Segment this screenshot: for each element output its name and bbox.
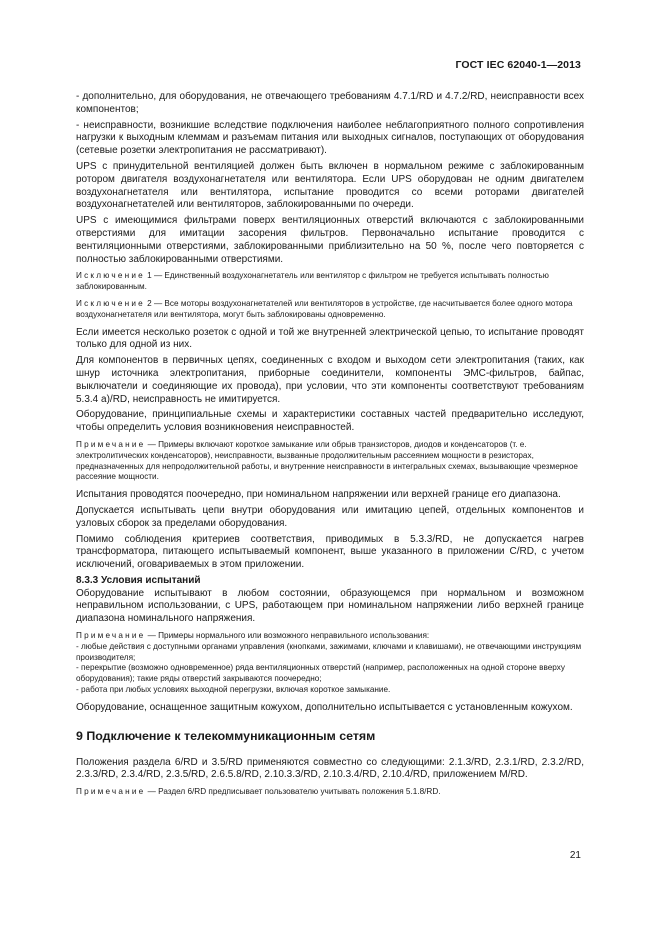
paragraph: - дополнительно, для оборудования, не отвечающего требованиям 4.7.1/RD и 4.7.2/RD, неисправности всех компонентов; <box>76 91 584 115</box>
note-2 <box>76 631 584 696</box>
document-header: ГОСТ IEC 62040-1—2013 <box>455 59 581 71</box>
paragraph: Оборудование, оснащенное защитным кожухом, дополнительно испытывается с установленным кожухом. <box>76 701 573 713</box>
paragraph: Оборудование, принципиальные схемы и характеристики составных частей предварительно исследуют, чтобы определить условия возникновения неисправностей. <box>76 409 584 434</box>
paragraph: Помимо соблюдения критериев соответствия, приводимых в 5.3.3/RD, не допускается нагрев трансформатора, питающего испытываемый компонент, выше указанного в приложении C/RD, с учетом исключений, оговариваемых в этом приложении. <box>76 533 584 571</box>
note-text: — Примеры нормального или возможного неправильного использования: <box>147 631 430 641</box>
note-label: Примечание <box>76 787 146 797</box>
subsection-heading: 8.3.3 Условия испытаний <box>76 574 201 586</box>
paragraph: UPS с принудительной вентиляцией должен быть включен в нормальном режиме с заблокированным ротором двигателя воздухонагнетателя или вентилятора. Если UPS оборудован не одним двигателем воздухонагнетателя или вентилятора, испытание проводится со всеми роторами двигателей воздухонагнетателей или вентиляторов, заблокированными по очереди. <box>76 160 584 211</box>
paragraph: Если имеется несколько розеток с одной и той же внутренней электрической цепью, то испытание проводят только для одной из них. <box>76 326 584 351</box>
note-3 <box>76 787 584 798</box>
paragraph: Для компонентов в первичных цепях, соединенных с входом и выходом сети электропитания (таких, как шнур источника электропитания, приборные соединители, компоненты ЭМС-фильтров, байпас, выключатели и соединяющие их провода), при условии, что эти компоненты соответствуют требованиям 5.3.4 a)/RD, неисправность не имитируется. <box>76 355 584 405</box>
page-number: 21 <box>569 850 581 861</box>
note-label: Примечание <box>76 439 146 449</box>
note-list-item: - работа при любых условиях выходной перегрузки, включая короткое замыкание. <box>76 685 391 695</box>
paragraph: Допускается испытывать цепи внутри оборудования или имитацию цепей, отдельных компонентов и узловых сборок за пределами оборудования. <box>76 504 584 529</box>
exception-1 <box>76 271 584 293</box>
paragraph: UPS с имеющимися фильтрами поверх вентиляционных отверстий включаются с заблокированными отверстиями для имитации засорения фильтров. Первоначально испытание проводится с вентиляционными отверстиями, заблокированными приблизительно на 50 %, после чего повторяется с полностью заблокированными отверстиями. <box>76 215 584 265</box>
note-label: Примечание <box>76 631 146 641</box>
exception-label: Исключение <box>76 298 145 308</box>
note-list-item: - любые действия с доступными органами управления (кнопками, зажимами, ключами и клавишами), не отвечающими инструкциям производителя; <box>76 641 582 662</box>
body-text <box>76 91 584 804</box>
paragraph: Оборудование испытывают в любом состоянии, образующемся при нормальном и возможном неправильном использовании, с UPS, работающем при номинальном напряжении либо верхней границе диапазона номинального напряжения. <box>76 587 584 625</box>
exception-label: Исключение <box>76 271 145 281</box>
note-text: — Раздел 6/RD предписывает пользователю учитывать положения 5.1.8/RD. <box>147 787 441 797</box>
note-1 <box>76 440 584 483</box>
exception-2 <box>76 299 584 321</box>
section-heading: 9 Подключение к телекоммуникационным сетям <box>76 728 376 743</box>
paragraph: Испытания проводятся поочередно, при номинальном напряжении или верхней границе его диапазона. <box>76 489 561 501</box>
paragraph: - неисправности, возникшие вследствие подключения наиболее неблагоприятного полного сопротивления нагрузки к выходным клеммам и разъемам питания или выходных сигналов, поступающих от оборудования (сетевые розетки электропитания не рассматривают). <box>76 119 584 157</box>
exception-text: 2 — Все моторы воздухонагнетателей или вентиляторов в устройстве, где насчитывается более одного мотора воздухонагнетателя или вентилятора, могут быть заблокированы одновременно. <box>76 298 573 319</box>
paragraph: Положения раздела 6/RD и 3.5/RD применяются совместно со следующими: 2.1.3/RD, 2.3.1/RD, 2.3.2/RD, 2.3.3/RD, 2.3.4/RD, 2.3.5/RD, 2.6.5.8/RD, 2.10.3.3/RD, 2.10.3.4/RD, 2.10.4/RD, приложением M/RD. <box>76 756 584 781</box>
note-text: — Примеры включают короткое замыкание или обрыв транзисторов, диодов и конденсаторов (т. е. электролитических конденсаторов), неисправности, вызванные продолжительным рассеянием мощности в резисторах, предназначенных для непродолжительной работы, и внутренние неисправности в интегральных схемах, вызывающие чрезмерное рассеяние мощности. <box>76 439 578 482</box>
note-list-item: - перекрытие (возможно одновременное) ряда вентиляционных отверстий (например, расположенных на одной стороне вверху оборудования); такие ряды отверстий закрываются поочередно; <box>76 663 565 684</box>
exception-text: 1 — Единственный воздухонагнетатель или вентилятор с фильтром не требуется испытывать полностью заблокированным. <box>76 271 549 292</box>
